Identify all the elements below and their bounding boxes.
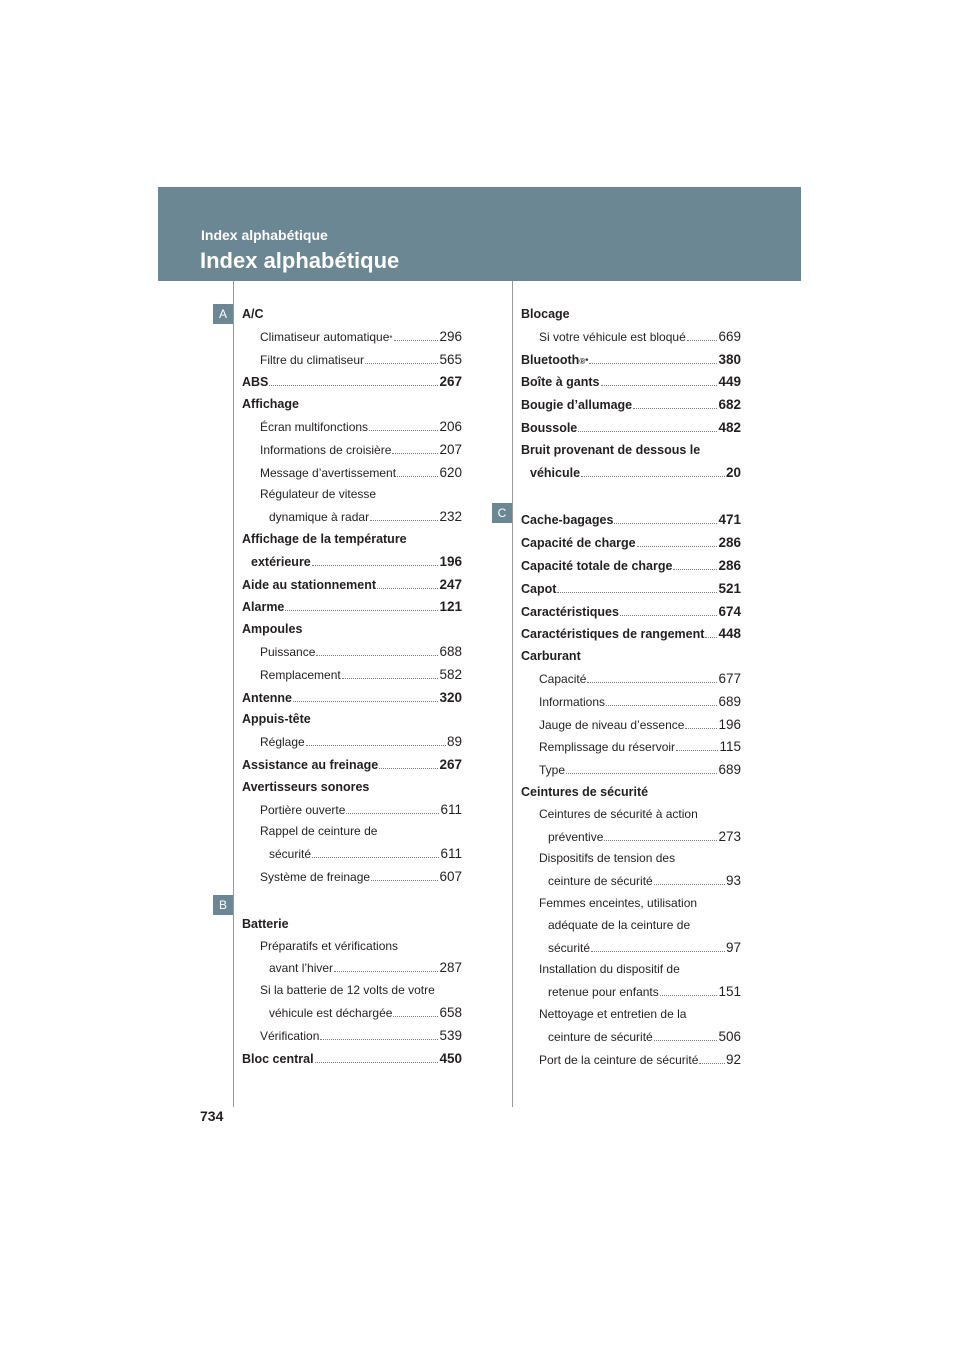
entry-label: Si la batterie de 12 volts de votre bbox=[260, 983, 435, 998]
entry-label: Puissance bbox=[260, 644, 316, 659]
index-entry[interactable] bbox=[242, 506, 462, 529]
index-entry[interactable] bbox=[242, 371, 462, 394]
entry-label: Jauge de niveau d’essence bbox=[539, 717, 685, 732]
index-entry[interactable] bbox=[521, 462, 741, 485]
dot-leader bbox=[342, 678, 439, 679]
entry-label: Femmes enceintes, utilisation bbox=[539, 895, 698, 910]
entry-label: Aide au stationnement bbox=[242, 577, 377, 592]
index-entry[interactable] bbox=[521, 937, 741, 960]
entry-label: véhicule est déchargée bbox=[269, 1005, 393, 1020]
entry-label: Réglage bbox=[260, 735, 305, 750]
index-entry bbox=[521, 848, 741, 870]
entry-label: Dispositifs de tension des bbox=[539, 851, 676, 866]
right-column bbox=[521, 304, 741, 1071]
entry-label: Capacité bbox=[539, 671, 587, 686]
page-ref: 471 bbox=[718, 512, 741, 528]
index-entry[interactable]: Climatiseur automatique * 296 bbox=[242, 326, 462, 349]
entry-label: Bloc central bbox=[242, 1051, 314, 1066]
entry-label: Préparatifs et vérifications bbox=[260, 938, 399, 953]
page-ref: 97 bbox=[725, 939, 741, 955]
index-entry[interactable] bbox=[242, 349, 462, 372]
entry-label: Appuis-tête bbox=[242, 712, 311, 727]
page-ref: 677 bbox=[718, 670, 741, 686]
index-entry[interactable] bbox=[521, 826, 741, 849]
page-ref: 247 bbox=[439, 576, 462, 592]
dot-leader bbox=[687, 340, 718, 341]
page-ref: 267 bbox=[439, 374, 462, 390]
page-ref: 121 bbox=[439, 599, 462, 615]
dot-leader bbox=[578, 431, 717, 432]
index-entry[interactable] bbox=[521, 326, 741, 349]
index-entry[interactable] bbox=[521, 668, 741, 691]
header-subtitle: Index alphabétique bbox=[201, 227, 328, 243]
section-letter-a[interactable]: A bbox=[213, 304, 233, 324]
index-entry bbox=[242, 619, 462, 641]
entry-label: Boussole bbox=[521, 420, 578, 435]
index-entry[interactable] bbox=[521, 736, 741, 759]
page-ref: 296 bbox=[439, 328, 462, 344]
entry-label: Capacité de charge bbox=[521, 536, 636, 551]
entry-label: Affichage de la température bbox=[242, 531, 407, 546]
page-ref: 267 bbox=[439, 756, 462, 772]
index-entry bbox=[521, 782, 741, 804]
page-ref: 450 bbox=[439, 1050, 462, 1066]
page-ref: 682 bbox=[718, 397, 741, 413]
dot-leader bbox=[393, 1016, 438, 1017]
page-ref: 607 bbox=[439, 868, 462, 884]
entry-label: Filtre du climatiseur bbox=[260, 352, 365, 367]
index-entry[interactable] bbox=[521, 1049, 741, 1072]
page-ref: 689 bbox=[718, 693, 741, 709]
left-column bbox=[242, 304, 462, 1070]
index-entry[interactable] bbox=[242, 596, 462, 619]
index-entry[interactable] bbox=[242, 1048, 462, 1071]
page-ref: 380 bbox=[718, 351, 741, 367]
page-ref: 286 bbox=[718, 557, 741, 573]
dot-leader bbox=[591, 951, 725, 952]
entry-label: Ceintures de sécurité à action bbox=[539, 806, 698, 821]
page-ref: 232 bbox=[439, 509, 462, 525]
entry-label: adéquate de la ceinture de bbox=[548, 917, 691, 932]
index-entry bbox=[242, 529, 462, 551]
page-header bbox=[158, 187, 801, 281]
dot-leader bbox=[614, 523, 717, 524]
index-entry bbox=[242, 484, 462, 506]
dot-leader bbox=[606, 705, 717, 706]
entry-label: ceinture de sécurité bbox=[548, 874, 653, 889]
entry-label: Portière ouverte bbox=[260, 802, 346, 817]
dot-leader bbox=[293, 701, 438, 702]
page-ref: 620 bbox=[439, 464, 462, 480]
page-ref: 506 bbox=[718, 1028, 741, 1044]
page-ref: 320 bbox=[439, 689, 462, 705]
left-divider bbox=[233, 281, 234, 1107]
entry-label: Système de freinage bbox=[260, 869, 371, 884]
entry-label: ABS bbox=[242, 375, 269, 390]
entry-label: Caractéristiques de rangement bbox=[521, 627, 705, 642]
page-ref: 521 bbox=[718, 580, 741, 596]
index-entry[interactable] bbox=[521, 759, 741, 782]
dot-leader bbox=[394, 340, 439, 341]
page-ref: 565 bbox=[439, 351, 462, 367]
entry-label: Cache-bagages bbox=[521, 513, 614, 528]
dot-leader bbox=[581, 476, 725, 477]
page-ref: 688 bbox=[439, 643, 462, 659]
dot-leader bbox=[637, 546, 718, 547]
page-ref: 582 bbox=[439, 666, 462, 682]
entry-label: Ceintures de sécurité bbox=[521, 784, 649, 799]
entry-label: Remplacement bbox=[260, 667, 341, 682]
page-ref: 151 bbox=[718, 984, 741, 1000]
index-entry[interactable] bbox=[521, 417, 741, 440]
entry-label: Caractéristiques bbox=[521, 604, 619, 619]
dot-leader bbox=[346, 813, 439, 814]
dot-leader bbox=[566, 773, 717, 774]
dot-leader bbox=[365, 363, 438, 364]
entry-label: Installation du dispositif de bbox=[539, 962, 680, 977]
index-entry[interactable] bbox=[242, 664, 462, 687]
index-entry[interactable] bbox=[521, 981, 741, 1004]
page-ref: 273 bbox=[718, 828, 741, 844]
index-entry bbox=[521, 646, 741, 668]
entry-label: ceinture de sécurité bbox=[548, 1029, 653, 1044]
index-entry bbox=[242, 980, 462, 1002]
index-entry[interactable] bbox=[521, 509, 741, 532]
index-entry bbox=[242, 777, 462, 799]
index-entry[interactable] bbox=[521, 371, 741, 394]
entry-label: Batterie bbox=[242, 916, 289, 931]
page-ref: 674 bbox=[718, 603, 741, 619]
index-entry[interactable] bbox=[242, 1025, 462, 1048]
section-letter-b[interactable]: B bbox=[213, 895, 233, 915]
dot-leader bbox=[320, 1039, 438, 1040]
entry-label: Vérification bbox=[260, 1028, 320, 1043]
dot-leader bbox=[371, 880, 438, 881]
center-divider bbox=[512, 281, 513, 1107]
dot-leader bbox=[676, 750, 718, 751]
index-entry[interactable] bbox=[521, 714, 741, 737]
entry-label: sécurité bbox=[548, 940, 591, 955]
dot-leader bbox=[705, 637, 717, 638]
entry-label: Port de la ceinture de sécurité bbox=[539, 1052, 699, 1067]
index-entry[interactable] bbox=[242, 416, 462, 439]
entry-label: Écran multifonctions bbox=[260, 419, 369, 434]
dot-leader bbox=[557, 592, 717, 593]
dot-leader bbox=[654, 884, 725, 885]
page-ref: 286 bbox=[718, 535, 741, 551]
entry-label: Carburant bbox=[521, 649, 581, 664]
index-entry bbox=[242, 304, 462, 326]
index-entry[interactable]: Bluetooth ®* 380 bbox=[521, 349, 741, 372]
index-entry[interactable] bbox=[242, 439, 462, 462]
dot-leader bbox=[312, 857, 439, 858]
section-gap bbox=[242, 889, 462, 914]
index-entry[interactable] bbox=[242, 957, 462, 980]
index-entry[interactable] bbox=[242, 754, 462, 777]
entry-label: dynamique à radar bbox=[269, 510, 370, 525]
dot-leader bbox=[601, 385, 718, 386]
entry-label: Affichage bbox=[242, 397, 299, 412]
entry-label: Remplissage du réservoir bbox=[539, 740, 676, 755]
dot-leader bbox=[397, 476, 438, 477]
index-entry bbox=[242, 709, 462, 731]
index-entry[interactable] bbox=[521, 578, 741, 601]
page-number: 734 bbox=[200, 1108, 224, 1124]
dot-leader bbox=[379, 768, 438, 769]
entry-label: Avertisseurs sonores bbox=[242, 779, 370, 794]
page-ref: 20 bbox=[725, 464, 741, 480]
entry-label: Boîte à gants bbox=[521, 375, 600, 390]
page-ref: 449 bbox=[718, 374, 741, 390]
entry-label: Ampoules bbox=[242, 622, 303, 637]
index-entry bbox=[242, 821, 462, 843]
entry-label: véhicule bbox=[530, 465, 581, 480]
entry-label: préventive bbox=[548, 829, 604, 844]
dot-leader bbox=[673, 569, 717, 570]
entry-label: Alarme bbox=[242, 600, 285, 615]
dot-leader bbox=[699, 1063, 725, 1064]
page-ref: 92 bbox=[725, 1051, 741, 1067]
page-ref: 669 bbox=[718, 328, 741, 344]
entry-label: sécurité bbox=[269, 847, 312, 862]
entry-label: Informations de croisière bbox=[260, 442, 392, 457]
index-entry[interactable] bbox=[242, 1002, 462, 1025]
section-letter-c[interactable]: C bbox=[492, 503, 512, 523]
dot-leader bbox=[604, 840, 717, 841]
dot-leader bbox=[633, 408, 717, 409]
index-entry[interactable] bbox=[521, 394, 741, 417]
index-entry[interactable] bbox=[242, 641, 462, 664]
index-entry[interactable] bbox=[521, 691, 741, 714]
entry-label: Bruit provenant de dessous le bbox=[521, 442, 701, 457]
index-entry bbox=[242, 936, 462, 958]
entry-label: Si votre véhicule est bloqué bbox=[539, 329, 686, 344]
index-entry[interactable] bbox=[521, 555, 741, 578]
dot-leader bbox=[269, 385, 438, 386]
dot-leader bbox=[377, 588, 438, 589]
page-ref: 539 bbox=[439, 1027, 462, 1043]
index-entry[interactable] bbox=[242, 551, 462, 574]
index-entry[interactable] bbox=[521, 1026, 741, 1049]
dot-leader bbox=[334, 971, 438, 972]
dot-leader bbox=[370, 520, 438, 521]
index-entry[interactable] bbox=[242, 731, 462, 754]
index-entry bbox=[242, 394, 462, 416]
index-entry[interactable] bbox=[242, 866, 462, 889]
index-entry bbox=[521, 893, 741, 915]
dot-leader bbox=[620, 615, 718, 616]
entry-label: Rappel de ceinture de bbox=[260, 824, 378, 839]
dot-leader bbox=[392, 453, 438, 454]
entry-label: Capacité totale de charge bbox=[521, 558, 673, 573]
dot-leader bbox=[315, 1062, 439, 1063]
dot-leader bbox=[306, 745, 446, 746]
page-ref: 93 bbox=[725, 873, 741, 889]
index-entry bbox=[521, 959, 741, 981]
entry-label: Antenne bbox=[242, 690, 292, 705]
entry-label: Blocage bbox=[521, 307, 570, 321]
index-entry bbox=[521, 304, 741, 326]
page-ref: 689 bbox=[718, 762, 741, 778]
index-entry[interactable] bbox=[521, 870, 741, 893]
entry-label: Type bbox=[539, 763, 566, 778]
dot-leader bbox=[660, 995, 718, 996]
dot-leader bbox=[587, 682, 717, 683]
entry-label: Capot bbox=[521, 581, 557, 596]
dot-leader bbox=[685, 728, 717, 729]
entry-label: Régulateur de vitesse bbox=[260, 487, 377, 502]
page-title: Index alphabétique bbox=[200, 248, 400, 273]
entry-label: Climatiseur automatique bbox=[260, 329, 390, 344]
entry-label: Informations bbox=[539, 694, 606, 709]
index-entry[interactable] bbox=[242, 462, 462, 485]
section-gap bbox=[521, 484, 741, 509]
page-ref: 89 bbox=[446, 734, 462, 750]
index-entry[interactable] bbox=[242, 843, 462, 866]
entry-label: Assistance au freinage bbox=[242, 757, 379, 772]
entry-label: Nettoyage et entretien de la bbox=[539, 1006, 687, 1021]
dot-leader bbox=[312, 565, 439, 566]
page-ref: 206 bbox=[439, 418, 462, 434]
index-entry[interactable] bbox=[242, 799, 462, 822]
index-entry bbox=[521, 440, 741, 462]
entry-label: Bluetooth bbox=[521, 352, 580, 367]
dot-leader bbox=[369, 430, 438, 431]
page-ref: 448 bbox=[718, 626, 741, 642]
entry-label: Bougie d’allumage bbox=[521, 398, 633, 413]
page-ref: 611 bbox=[440, 801, 462, 817]
page-ref: 207 bbox=[439, 441, 462, 457]
page-ref: 482 bbox=[718, 419, 741, 435]
index-entry bbox=[521, 915, 741, 937]
page-ref: 611 bbox=[440, 846, 462, 862]
index-entry[interactable] bbox=[521, 601, 741, 624]
dot-leader bbox=[316, 655, 438, 656]
index-entry bbox=[521, 804, 741, 826]
dot-leader bbox=[589, 363, 717, 364]
index-entry[interactable] bbox=[242, 574, 462, 597]
page-ref: 287 bbox=[439, 960, 462, 976]
index-entry bbox=[521, 1004, 741, 1026]
index-entry[interactable] bbox=[521, 623, 741, 646]
entry-label: retenue pour enfants bbox=[548, 985, 659, 1000]
page-ref: 115 bbox=[719, 739, 741, 755]
index-entry[interactable] bbox=[521, 532, 741, 555]
index-entry[interactable] bbox=[242, 687, 462, 710]
entry-label: Message d’avertissement bbox=[260, 465, 397, 480]
entry-label: extérieure bbox=[251, 554, 311, 569]
dot-leader bbox=[654, 1040, 718, 1041]
page-ref: 658 bbox=[439, 1004, 462, 1020]
entry-label: avant l’hiver bbox=[269, 961, 334, 976]
index-entry bbox=[242, 914, 462, 936]
dot-leader bbox=[285, 610, 438, 611]
entry-label: A/C bbox=[242, 307, 264, 321]
page-ref: 196 bbox=[718, 716, 741, 732]
page-ref: 196 bbox=[439, 553, 462, 569]
